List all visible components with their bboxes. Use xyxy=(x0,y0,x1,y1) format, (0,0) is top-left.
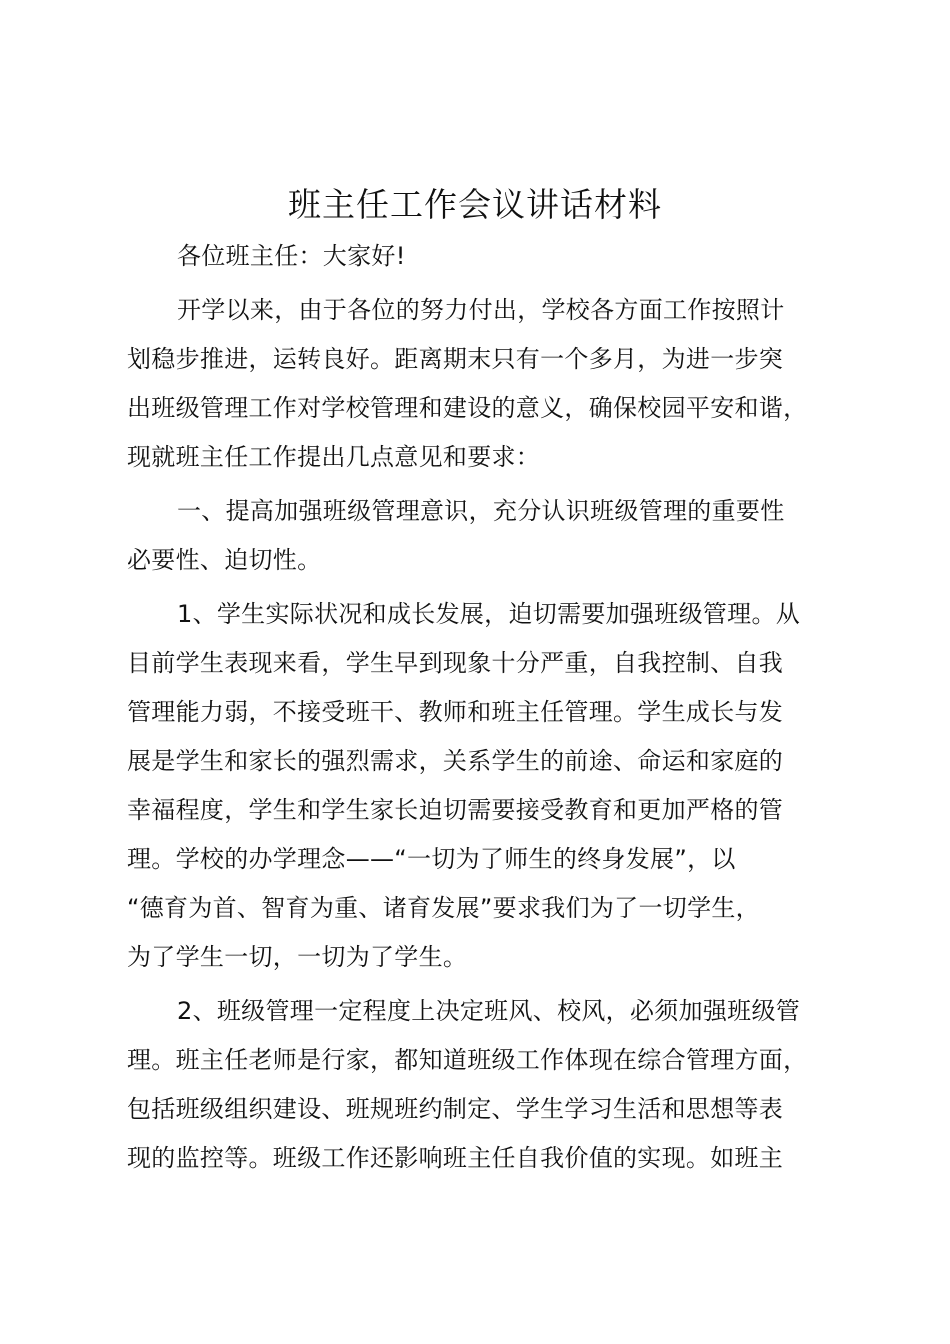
paragraph-line: 现的监控等。班级工作还影响班主任自我价值的实现。如班主 xyxy=(127,1144,784,1172)
paragraph-line: 幸福程度，学生和学生家长迫切需要接受教育和更加严格的管 xyxy=(127,796,784,824)
paragraph-line: 2、班级管理一定程度上决定班风、校风，必须加强班级管 xyxy=(177,997,801,1025)
paragraph-line: 包括班级组织建设、班规班约制定、学生学习生活和思想等表 xyxy=(127,1095,784,1123)
paragraph-line: 为了学生一切，一切为了学生。 xyxy=(127,943,468,971)
paragraph-line: 展是学生和家长的强烈需求，关系学生的前途、命运和家庭的 xyxy=(127,747,784,775)
paragraph-line: 理。学校的办学理念——“一切为了师生的终身发展”，以 xyxy=(127,845,736,873)
document-title: 班主任工作会议讲话材料 xyxy=(288,185,662,224)
paragraph-line: 理。班主任老师是行家，都知道班级工作体现在综合管理方面， xyxy=(127,1046,808,1074)
paragraph-point-1 xyxy=(127,590,833,982)
paragraph-line: 划稳步推进，运转良好。距离期末只有一个多月，为进一步突 xyxy=(127,345,784,373)
paragraph-line: 现就班主任工作提出几点意见和要求： xyxy=(127,443,541,471)
paragraph-intro xyxy=(127,286,833,482)
document-body xyxy=(127,232,833,1183)
paragraph-line: 管理能力弱，不接受班干、教师和班主任管理。学生成长与发 xyxy=(127,698,784,726)
greeting-line: 各位班主任：大家好! xyxy=(177,242,406,270)
paragraph-line: 目前学生表现来看，学生早到现象十分严重，自我控制、自我 xyxy=(127,649,784,677)
paragraph-line: 1、学生实际状况和成长发展，迫切需要加强班级管理。从 xyxy=(177,600,801,628)
section-heading-1 xyxy=(127,487,833,585)
heading-line: 一、提高加强班级管理意识，充分认识班级管理的重要性 xyxy=(177,497,785,525)
paragraph-line: “德育为首、智育为重、诸育发展”要求我们为了一切学生， xyxy=(127,894,760,922)
heading-line: 必要性、迫切性。 xyxy=(127,546,322,574)
paragraph-line: 出班级管理工作对学校管理和建设的意义，确保校园平安和谐， xyxy=(127,394,808,422)
paragraph-point-2 xyxy=(127,987,833,1183)
paragraph-line: 开学以来，由于各位的努力付出，学校各方面工作按照计 xyxy=(177,296,785,324)
